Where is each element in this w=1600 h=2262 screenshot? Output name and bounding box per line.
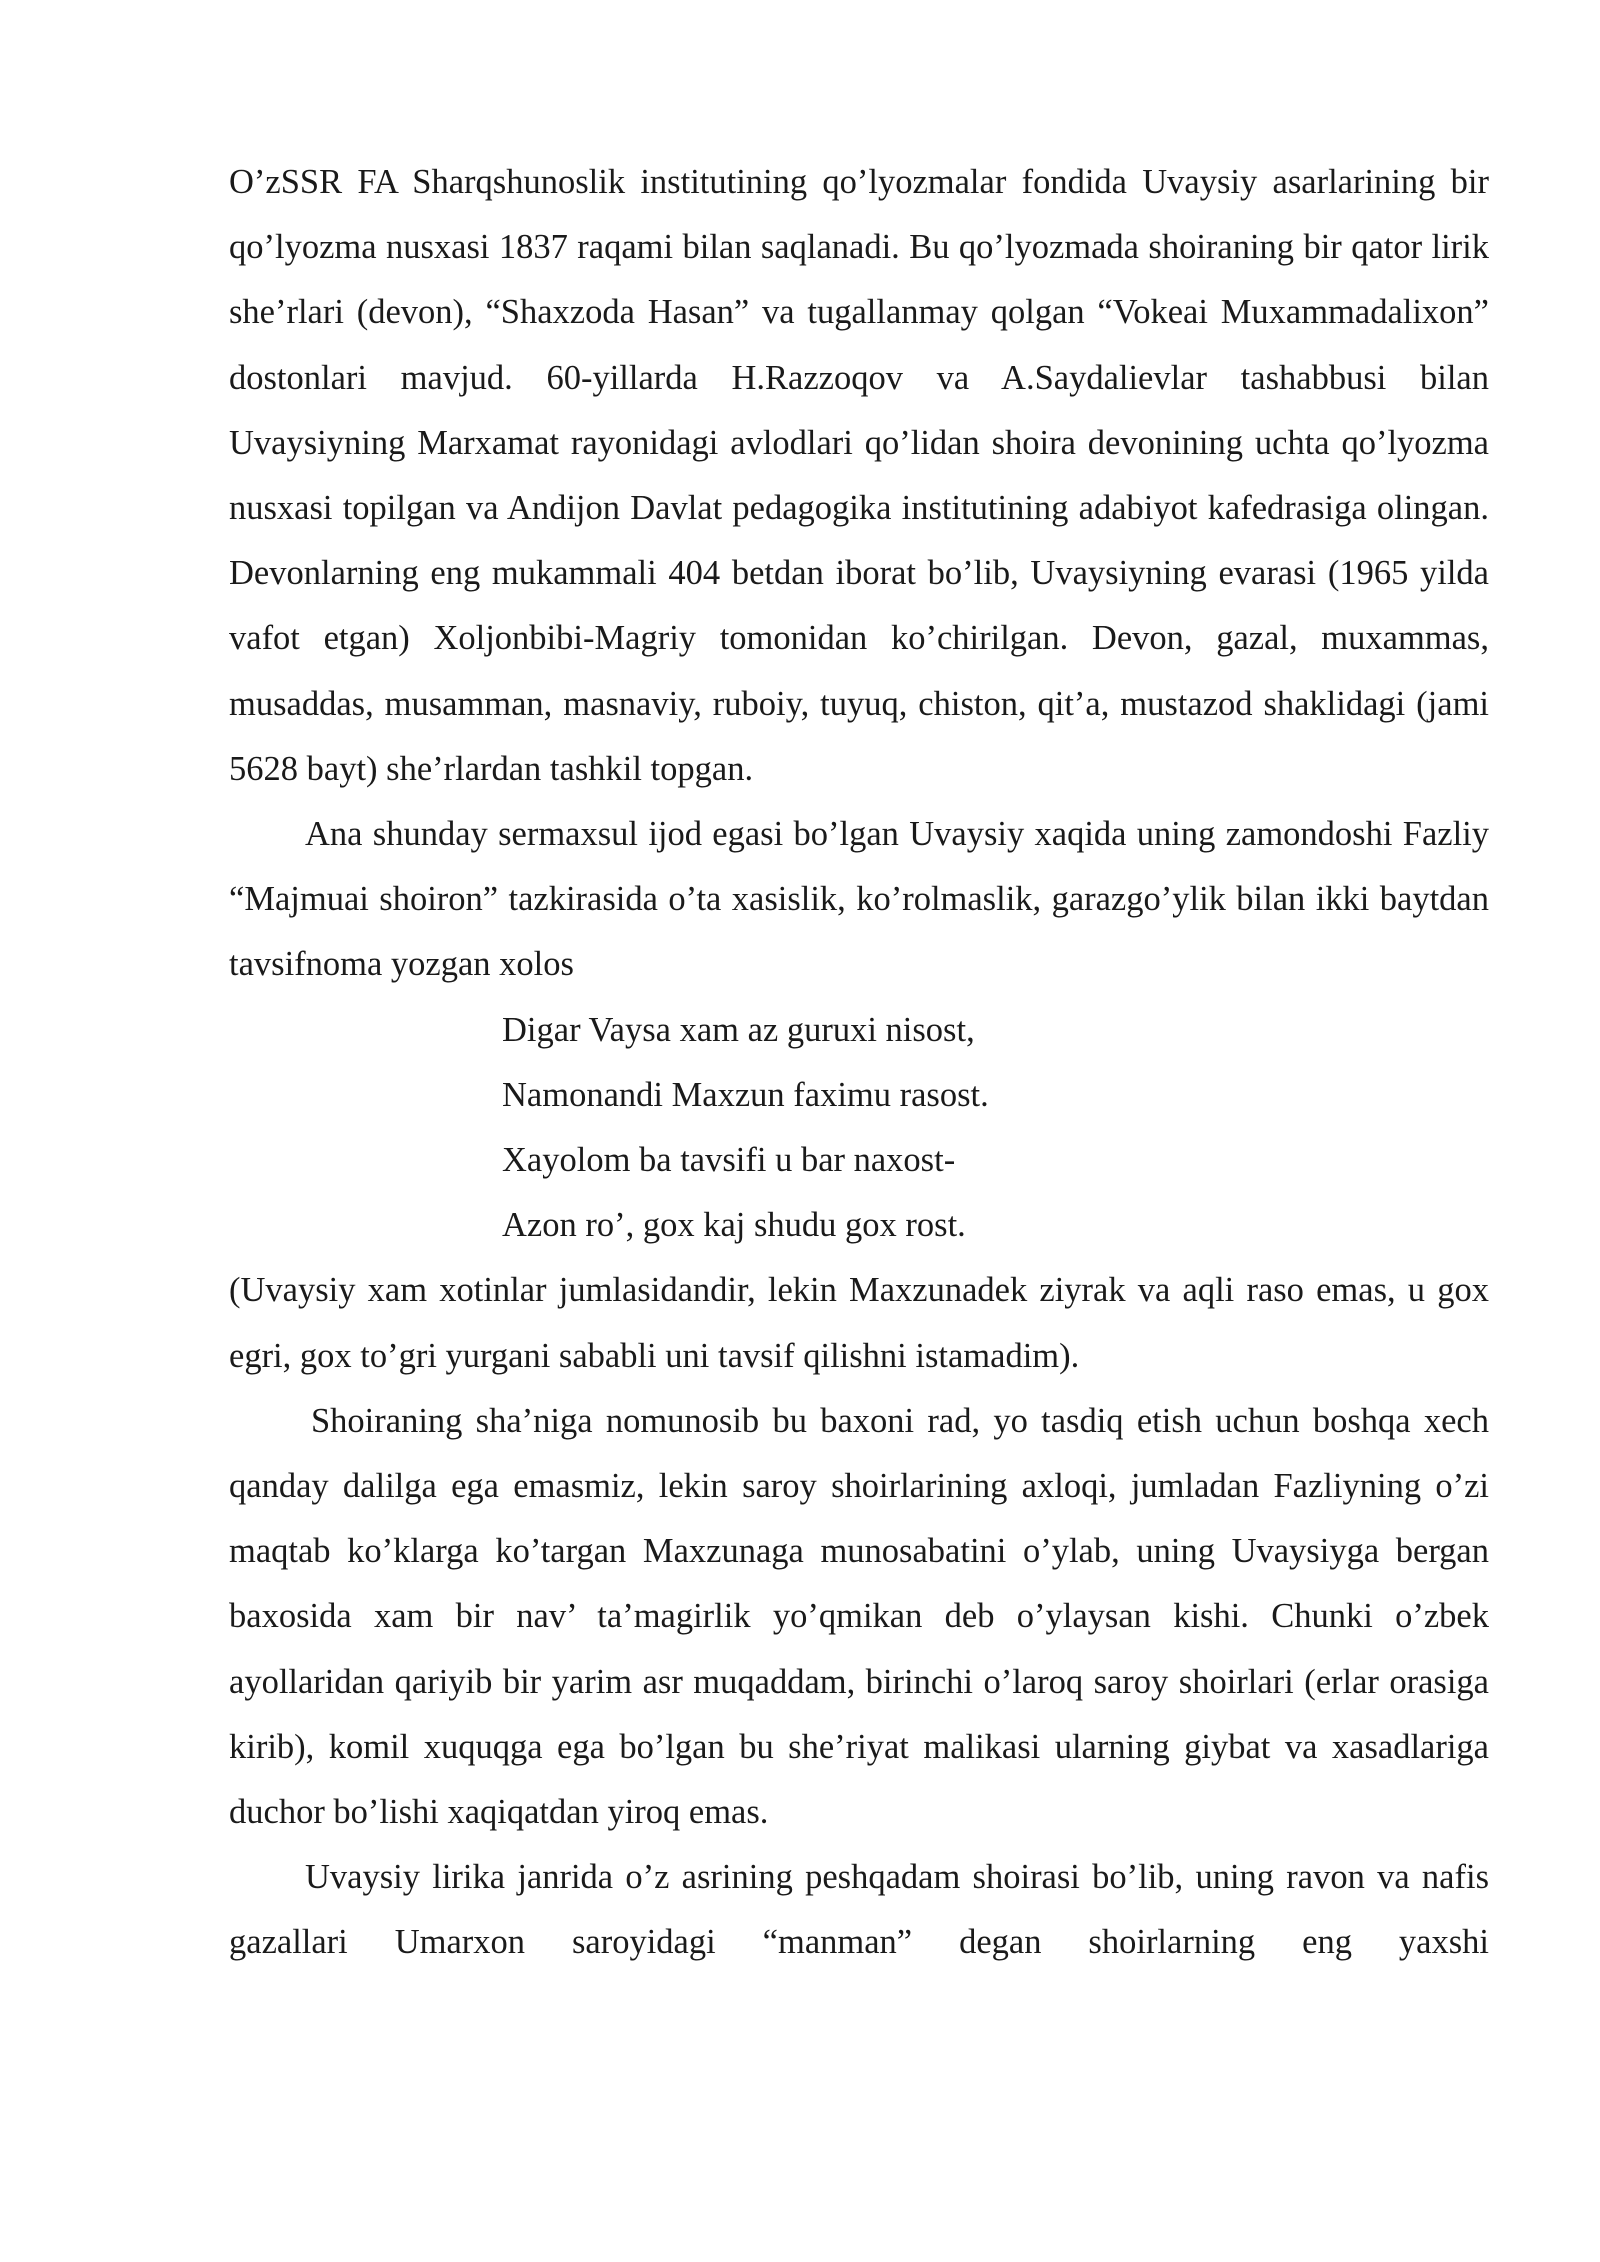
verse-line-3: Xayolom ba tavsifi u bar naxost- bbox=[502, 1141, 956, 1180]
verse-line-1: Digar Vaysa xam az guruxi nisost, bbox=[502, 1010, 975, 1049]
paragraph-lyric-genre: Uvaysiy lirika janrida o’z asrining peshqadam shoirasi bo’lib, uning ravon va nafis gazallari Umarxon saroyidagi “manman” degan shoirlarning eng yaxshi bbox=[229, 1858, 1489, 1962]
paragraph-assessment: Shoiraning sha’niga nomunosib bu baxoni rad, yo tasdiq etish uchun boshqa xech qanday dalilga ega emasmiz, lekin saroy shoirlarining axloqi, jumladan Fazliyning o’zi maqtab ko’klarga ko’targan Maxzunaga munosabatini o’ylab, uning Uvaysiyga bergan baxosida xam bir nav’ ta’magirlik yo’qmikan deb o’ylaysan kishi. Chunki o’zbek ayollaridan qariyib bir yarim asr muqaddam, birinchi o’laroq saroy shoirlari (erlar orasiga kirib), komil xuquqga ega bo’lgan bu she’riyat malikasi ularning giybat va xasadlariga duchor bo’lishi xaqiqatdan yiroq emas. bbox=[229, 1401, 1489, 1832]
verse-line-4: Azon ro’, gox kaj shudu gox rost. bbox=[502, 1206, 966, 1245]
verse-translation: (Uvaysiy xam xotinlar jumlasidandir, lekin Maxzunadek ziyrak va aqli raso emas, u gox egri, gox to’gri yurgani sababli uni tavsif qilishni istamadim). bbox=[229, 1271, 1489, 1375]
verse-line-2: Namonandi Maxzun faximu rasost. bbox=[502, 1075, 989, 1114]
paragraph-fazliy-review: Ana shunday sermaxsul ijod egasi bo’lgan Uvaysiy xaqida uning zamondoshi Fazliy “Majmuai shoiron” tazkirasida o’ta xasislik, ko’rolmaslik, garazgo’ylik bilan ikki baytdan tavsifnoma yozgan xolos bbox=[229, 815, 1489, 984]
document-body bbox=[229, 150, 1489, 1976]
paragraph-manuscript-fund: O’zSSR FA Sharqshunoslik institutining qo’lyozmalar fondida Uvaysiy asarlarining bir qo’lyozma nusxasi 1837 raqami bilan saqlanadi. Bu qo’lyozmada shoiraning bir qator lirik she’rlari (devon), “Shaxzoda Hasan” va tugallanmay qolgan “Vokeai Muxammadalixon” dostonlari mavjud. 60-yillarda H.Razzoqov va A.Saydalievlar tashabbusi bilan Uvaysiyning Marxamat rayonidagi avlodlari qo’lidan shoira devonining uchta qo’lyozma nusxasi topilgan va Andijon Davlat pedagogika institutining adabiyot kafedrasiga olingan. Devonlarning eng mukammali 404 betdan iborat bo’lib, Uvaysiyning evarasi (1965 yilda vafot etgan) Xoljonbibi-Magriy tomonidan ko’chirilgan. Devon, gazal, muxammas, musaddas, musamman, masnaviy, ruboiy, tuyuq, chiston, qit’a, mustazod shaklidagi (jami 5628 bayt) she’rlardan tashkil topgan. bbox=[229, 163, 1489, 788]
